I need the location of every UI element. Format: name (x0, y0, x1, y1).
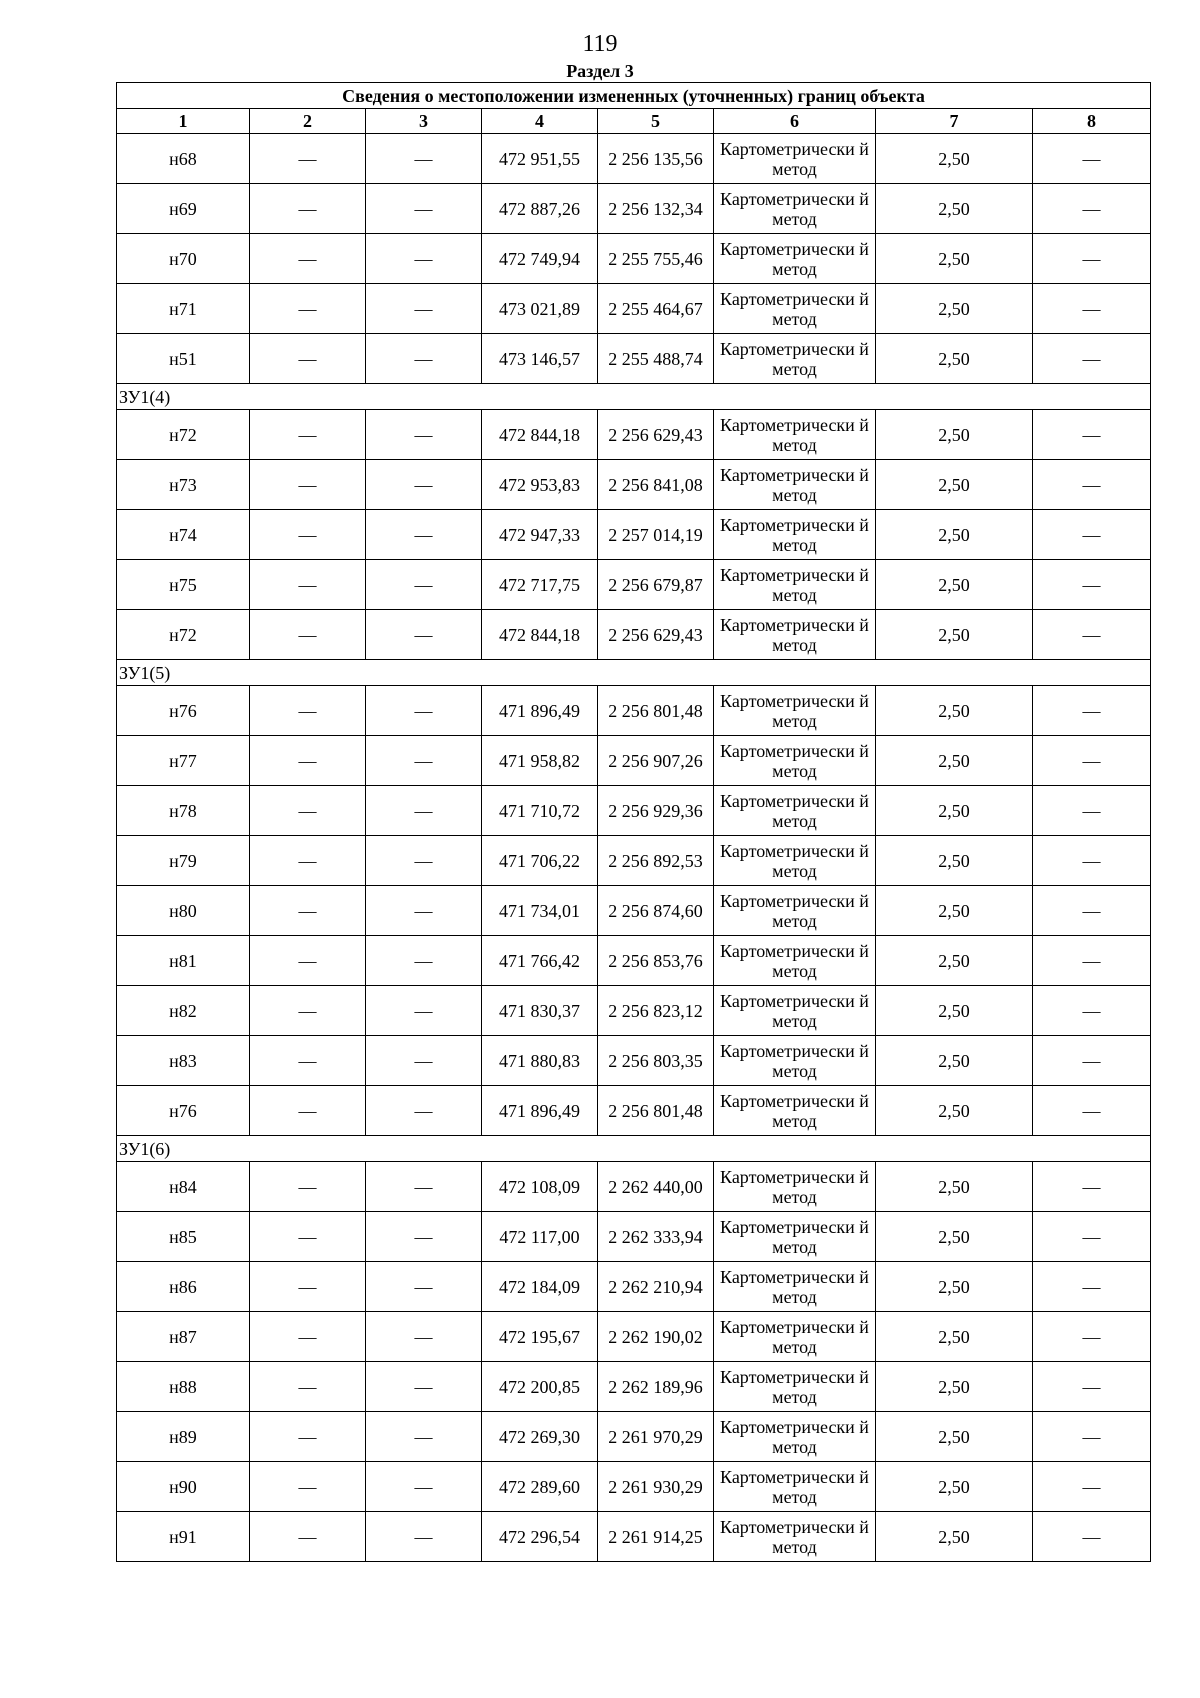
accuracy-cell: 2,50 (876, 1262, 1033, 1312)
column-2-cell: — (250, 134, 366, 184)
column-8-cell: — (1033, 786, 1151, 836)
column-2-cell: — (250, 936, 366, 986)
accuracy-cell: 2,50 (876, 936, 1033, 986)
method-cell: Картометрически й метод (714, 134, 876, 184)
x-coordinate-cell: 472 289,60 (482, 1462, 598, 1512)
point-number-cell: н77 (117, 736, 250, 786)
column-2-cell: — (250, 610, 366, 660)
column-8-cell: — (1033, 184, 1151, 234)
y-coordinate-cell: 2 256 823,12 (598, 986, 714, 1036)
x-coordinate-cell: 471 706,22 (482, 836, 598, 886)
y-coordinate-cell: 2 261 970,29 (598, 1412, 714, 1462)
column-3-cell: — (366, 1212, 482, 1262)
method-cell: Картометрически й метод (714, 510, 876, 560)
accuracy-cell: 2,50 (876, 986, 1033, 1036)
column-3-cell: — (366, 1262, 482, 1312)
method-cell: Картометрически й метод (714, 610, 876, 660)
column-8-cell: — (1033, 1312, 1151, 1362)
column-2-cell: — (250, 1312, 366, 1362)
column-8-cell: — (1033, 1512, 1151, 1562)
y-coordinate-cell: 2 256 853,76 (598, 936, 714, 986)
column-3-cell: — (366, 836, 482, 886)
method-cell: Картометрически й метод (714, 1462, 876, 1512)
x-coordinate-cell: 472 117,00 (482, 1212, 598, 1262)
column-3-cell: — (366, 510, 482, 560)
y-coordinate-cell: 2 256 929,36 (598, 786, 714, 836)
table-row (117, 1162, 1151, 1212)
point-number-cell: н87 (117, 1312, 250, 1362)
accuracy-cell: 2,50 (876, 560, 1033, 610)
table-row (117, 334, 1151, 384)
x-coordinate-cell: 471 830,37 (482, 986, 598, 1036)
method-cell: Картометрически й метод (714, 234, 876, 284)
accuracy-cell: 2,50 (876, 1086, 1033, 1136)
point-number-cell: н83 (117, 1036, 250, 1086)
accuracy-cell: 2,50 (876, 460, 1033, 510)
x-coordinate-cell: 472 951,55 (482, 134, 598, 184)
column-3-cell: — (366, 460, 482, 510)
point-number-cell: н90 (117, 1462, 250, 1512)
x-coordinate-cell: 473 146,57 (482, 334, 598, 384)
column-2-cell: — (250, 410, 366, 460)
column-3-cell: — (366, 1512, 482, 1562)
table-row (117, 184, 1151, 234)
column-header: 8 (1033, 109, 1151, 134)
column-8-cell: — (1033, 736, 1151, 786)
coordinates-table (116, 82, 1151, 1562)
table-row (117, 1036, 1151, 1086)
method-cell: Картометрически й метод (714, 1086, 876, 1136)
page-number: 119 (582, 31, 618, 57)
column-3-cell: — (366, 1036, 482, 1086)
column-8-cell: — (1033, 836, 1151, 886)
point-number-cell: н70 (117, 234, 250, 284)
y-coordinate-cell: 2 255 464,67 (598, 284, 714, 334)
table-row (117, 736, 1151, 786)
y-coordinate-cell: 2 257 014,19 (598, 510, 714, 560)
x-coordinate-cell: 471 896,49 (482, 1086, 598, 1136)
table-row (117, 936, 1151, 986)
accuracy-cell: 2,50 (876, 1162, 1033, 1212)
column-header: 7 (876, 109, 1033, 134)
table-row (117, 1362, 1151, 1412)
column-2-cell: — (250, 460, 366, 510)
point-number-cell: н74 (117, 510, 250, 560)
column-2-cell: — (250, 234, 366, 284)
x-coordinate-cell: 472 195,67 (482, 1312, 598, 1362)
column-header: 4 (482, 109, 598, 134)
method-cell: Картометрически й метод (714, 836, 876, 886)
point-number-cell: н86 (117, 1262, 250, 1312)
column-3-cell: — (366, 334, 482, 384)
point-number-cell: н72 (117, 410, 250, 460)
point-number-cell: н88 (117, 1362, 250, 1412)
column-8-cell: — (1033, 1412, 1151, 1462)
accuracy-cell: 2,50 (876, 334, 1033, 384)
column-8-cell: — (1033, 284, 1151, 334)
y-coordinate-cell: 2 256 135,56 (598, 134, 714, 184)
column-2-cell: — (250, 1512, 366, 1562)
accuracy-cell: 2,50 (876, 1312, 1033, 1362)
method-cell: Картометрически й метод (714, 560, 876, 610)
method-cell: Картометрически й метод (714, 1262, 876, 1312)
accuracy-cell: 2,50 (876, 1362, 1033, 1412)
section-title: Раздел 3 (566, 61, 634, 81)
column-3-cell: — (366, 786, 482, 836)
accuracy-cell: 2,50 (876, 610, 1033, 660)
point-number-cell: н91 (117, 1512, 250, 1562)
table-row (117, 986, 1151, 1036)
y-coordinate-cell: 2 256 874,60 (598, 886, 714, 936)
table-row (117, 560, 1151, 610)
point-number-cell: н72 (117, 610, 250, 660)
group-label: ЗУ1(6) (117, 1136, 1151, 1162)
point-number-cell: н75 (117, 560, 250, 610)
y-coordinate-cell: 2 256 892,53 (598, 836, 714, 886)
accuracy-cell: 2,50 (876, 1036, 1033, 1086)
method-cell: Картометрически й метод (714, 1162, 876, 1212)
method-cell: Картометрически й метод (714, 1512, 876, 1562)
y-coordinate-cell: 2 256 629,43 (598, 410, 714, 460)
table-row (117, 1312, 1151, 1362)
column-2-cell: — (250, 334, 366, 384)
column-2-cell: — (250, 284, 366, 334)
x-coordinate-cell: 472 844,18 (482, 610, 598, 660)
y-coordinate-cell: 2 256 132,34 (598, 184, 714, 234)
column-2-cell: — (250, 184, 366, 234)
column-8-cell: — (1033, 1086, 1151, 1136)
accuracy-cell: 2,50 (876, 1212, 1033, 1262)
y-coordinate-cell: 2 256 679,87 (598, 560, 714, 610)
x-coordinate-cell: 471 710,72 (482, 786, 598, 836)
column-2-cell: — (250, 510, 366, 560)
column-8-cell: — (1033, 334, 1151, 384)
column-2-cell: — (250, 886, 366, 936)
point-number-cell: н76 (117, 686, 250, 736)
y-coordinate-cell: 2 256 841,08 (598, 460, 714, 510)
group-label: ЗУ1(4) (117, 384, 1151, 410)
accuracy-cell: 2,50 (876, 1512, 1033, 1562)
group-label: ЗУ1(5) (117, 660, 1151, 686)
table-row (117, 134, 1151, 184)
table-row (117, 886, 1151, 936)
point-number-cell: н81 (117, 936, 250, 986)
y-coordinate-cell: 2 255 488,74 (598, 334, 714, 384)
method-cell: Картометрически й метод (714, 184, 876, 234)
point-number-cell: н80 (117, 886, 250, 936)
y-coordinate-cell: 2 256 801,48 (598, 686, 714, 736)
table-row (117, 610, 1151, 660)
column-8-cell: — (1033, 1036, 1151, 1086)
y-coordinate-cell: 2 261 930,29 (598, 1462, 714, 1512)
column-8-cell: — (1033, 686, 1151, 736)
x-coordinate-cell: 471 766,42 (482, 936, 598, 986)
column-3-cell: — (366, 284, 482, 334)
x-coordinate-cell: 472 296,54 (482, 1512, 598, 1562)
accuracy-cell: 2,50 (876, 410, 1033, 460)
column-2-cell: — (250, 786, 366, 836)
group-row (117, 660, 1151, 686)
column-header: 5 (598, 109, 714, 134)
y-coordinate-cell: 2 262 210,94 (598, 1262, 714, 1312)
method-cell: Картометрически й метод (714, 1312, 876, 1362)
column-2-cell: — (250, 1412, 366, 1462)
x-coordinate-cell: 472 717,75 (482, 560, 598, 610)
accuracy-cell: 2,50 (876, 234, 1033, 284)
column-3-cell: — (366, 1162, 482, 1212)
column-8-cell: — (1033, 1462, 1151, 1512)
table-row (117, 510, 1151, 560)
method-cell: Картометрически й метод (714, 460, 876, 510)
method-cell: Картометрически й метод (714, 284, 876, 334)
y-coordinate-cell: 2 262 333,94 (598, 1212, 714, 1262)
x-coordinate-cell: 472 887,26 (482, 184, 598, 234)
accuracy-cell: 2,50 (876, 284, 1033, 334)
table-row (117, 1462, 1151, 1512)
accuracy-cell: 2,50 (876, 1462, 1033, 1512)
point-number-cell: н71 (117, 284, 250, 334)
column-header: 1 (117, 109, 250, 134)
table-row (117, 786, 1151, 836)
column-3-cell: — (366, 686, 482, 736)
table-row (117, 1212, 1151, 1262)
column-8-cell: — (1033, 986, 1151, 1036)
table-row (117, 460, 1151, 510)
accuracy-cell: 2,50 (876, 134, 1033, 184)
column-3-cell: — (366, 1412, 482, 1462)
method-cell: Картометрически й метод (714, 1036, 876, 1086)
table-row (117, 1086, 1151, 1136)
x-coordinate-cell: 472 953,83 (482, 460, 598, 510)
column-header: 6 (714, 109, 876, 134)
column-2-cell: — (250, 986, 366, 1036)
column-3-cell: — (366, 886, 482, 936)
point-number-cell: н79 (117, 836, 250, 886)
column-2-cell: — (250, 1162, 366, 1212)
x-coordinate-cell: 472 200,85 (482, 1362, 598, 1412)
x-coordinate-cell: 472 269,30 (482, 1412, 598, 1462)
x-coordinate-cell: 472 108,09 (482, 1162, 598, 1212)
method-cell: Картометрически й метод (714, 410, 876, 460)
y-coordinate-cell: 2 262 190,02 (598, 1312, 714, 1362)
point-number-cell: н73 (117, 460, 250, 510)
column-3-cell: — (366, 1312, 482, 1362)
point-number-cell: н89 (117, 1412, 250, 1462)
y-coordinate-cell: 2 256 629,43 (598, 610, 714, 660)
point-number-cell: н84 (117, 1162, 250, 1212)
column-3-cell: — (366, 736, 482, 786)
point-number-cell: н51 (117, 334, 250, 384)
column-2-cell: — (250, 1262, 366, 1312)
table-row (117, 686, 1151, 736)
column-8-cell: — (1033, 510, 1151, 560)
accuracy-cell: 2,50 (876, 510, 1033, 560)
accuracy-cell: 2,50 (876, 686, 1033, 736)
column-2-cell: — (250, 1462, 366, 1512)
point-number-cell: н78 (117, 786, 250, 836)
y-coordinate-cell: 2 256 907,26 (598, 736, 714, 786)
column-2-cell: — (250, 686, 366, 736)
column-2-cell: — (250, 560, 366, 610)
column-2-cell: — (250, 1086, 366, 1136)
column-8-cell: — (1033, 610, 1151, 660)
y-coordinate-cell: 2 255 755,46 (598, 234, 714, 284)
column-8-cell: — (1033, 936, 1151, 986)
table-row (117, 1512, 1151, 1562)
method-cell: Картометрически й метод (714, 1412, 876, 1462)
column-8-cell: — (1033, 410, 1151, 460)
column-3-cell: — (366, 410, 482, 460)
column-3-cell: — (366, 1362, 482, 1412)
accuracy-cell: 2,50 (876, 184, 1033, 234)
table-caption: Сведения о местоположении измененных (уточненных) границ объекта (117, 83, 1151, 109)
column-8-cell: — (1033, 1162, 1151, 1212)
column-3-cell: — (366, 134, 482, 184)
table-row (117, 410, 1151, 460)
accuracy-cell: 2,50 (876, 886, 1033, 936)
x-coordinate-cell: 471 896,49 (482, 686, 598, 736)
column-8-cell: — (1033, 560, 1151, 610)
column-3-cell: — (366, 184, 482, 234)
accuracy-cell: 2,50 (876, 836, 1033, 886)
column-3-cell: — (366, 560, 482, 610)
column-8-cell: — (1033, 234, 1151, 284)
accuracy-cell: 2,50 (876, 1412, 1033, 1462)
x-coordinate-cell: 472 844,18 (482, 410, 598, 460)
y-coordinate-cell: 2 261 914,25 (598, 1512, 714, 1562)
table-row (117, 234, 1151, 284)
x-coordinate-cell: 471 734,01 (482, 886, 598, 936)
point-number-cell: н69 (117, 184, 250, 234)
column-2-cell: — (250, 836, 366, 886)
table-row (117, 284, 1151, 334)
y-coordinate-cell: 2 262 440,00 (598, 1162, 714, 1212)
column-3-cell: — (366, 1462, 482, 1512)
group-row (117, 1136, 1151, 1162)
accuracy-cell: 2,50 (876, 786, 1033, 836)
method-cell: Картометрически й метод (714, 886, 876, 936)
column-3-cell: — (366, 234, 482, 284)
x-coordinate-cell: 471 958,82 (482, 736, 598, 786)
table-row (117, 1262, 1151, 1312)
x-coordinate-cell: 472 749,94 (482, 234, 598, 284)
x-coordinate-cell: 472 947,33 (482, 510, 598, 560)
method-cell: Картометрически й метод (714, 736, 876, 786)
column-8-cell: — (1033, 1212, 1151, 1262)
method-cell: Картометрически й метод (714, 1362, 876, 1412)
column-2-cell: — (250, 736, 366, 786)
column-3-cell: — (366, 1086, 482, 1136)
column-8-cell: — (1033, 134, 1151, 184)
x-coordinate-cell: 471 880,83 (482, 1036, 598, 1086)
column-3-cell: — (366, 936, 482, 986)
method-cell: Картометрически й метод (714, 936, 876, 986)
column-8-cell: — (1033, 1262, 1151, 1312)
point-number-cell: н76 (117, 1086, 250, 1136)
column-2-cell: — (250, 1362, 366, 1412)
y-coordinate-cell: 2 256 801,48 (598, 1086, 714, 1136)
table-body (117, 134, 1151, 1562)
group-row (117, 384, 1151, 410)
column-8-cell: — (1033, 886, 1151, 936)
point-number-cell: н85 (117, 1212, 250, 1262)
x-coordinate-cell: 472 184,09 (482, 1262, 598, 1312)
point-number-cell: н68 (117, 134, 250, 184)
column-8-cell: — (1033, 460, 1151, 510)
method-cell: Картометрически й метод (714, 686, 876, 736)
table-row (117, 1412, 1151, 1462)
y-coordinate-cell: 2 256 803,35 (598, 1036, 714, 1086)
column-header: 2 (250, 109, 366, 134)
y-coordinate-cell: 2 262 189,96 (598, 1362, 714, 1412)
column-8-cell: — (1033, 1362, 1151, 1412)
column-header: 3 (366, 109, 482, 134)
x-coordinate-cell: 473 021,89 (482, 284, 598, 334)
accuracy-cell: 2,50 (876, 736, 1033, 786)
method-cell: Картометрически й метод (714, 334, 876, 384)
column-2-cell: — (250, 1036, 366, 1086)
column-3-cell: — (366, 610, 482, 660)
method-cell: Картометрически й метод (714, 1212, 876, 1262)
column-3-cell: — (366, 986, 482, 1036)
method-cell: Картометрически й метод (714, 986, 876, 1036)
point-number-cell: н82 (117, 986, 250, 1036)
method-cell: Картометрически й метод (714, 786, 876, 836)
table-row (117, 836, 1151, 886)
column-2-cell: — (250, 1212, 366, 1262)
